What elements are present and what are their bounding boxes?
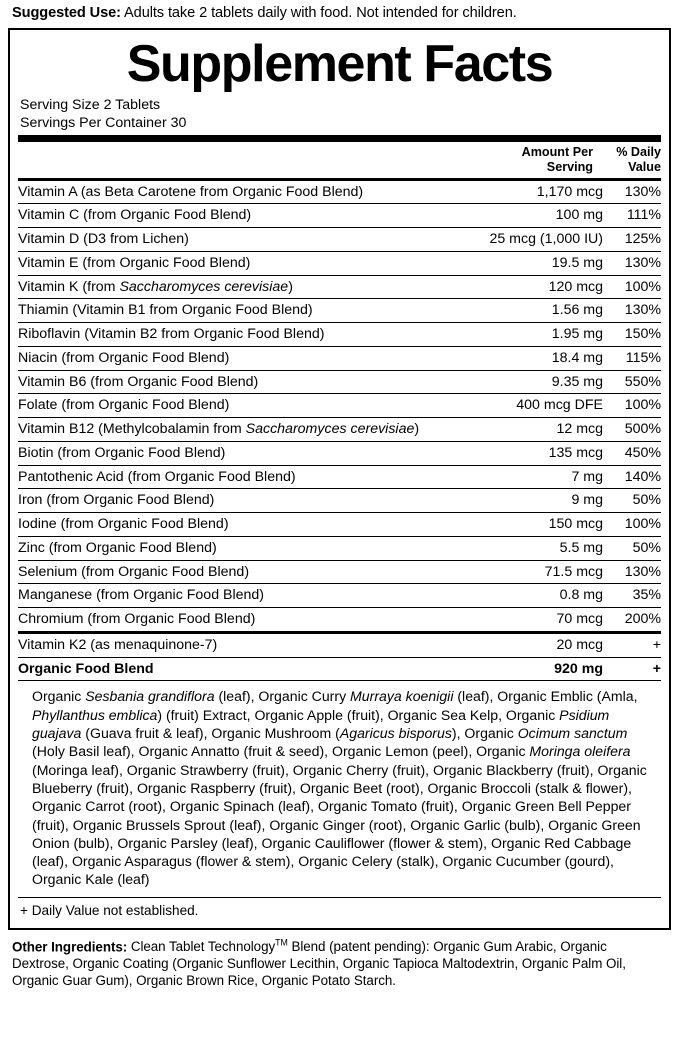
nutrient-name: Thiamin (Vitamin B1 from Organic Food Blend) xyxy=(18,299,474,323)
table-row xyxy=(18,489,661,513)
table-row xyxy=(18,560,661,584)
nutrient-name: Riboflavin (Vitamin B2 from Organic Food Blend) xyxy=(18,323,474,347)
nutrient-amount: 0.8 mg xyxy=(474,584,603,608)
nutrient-daily-value: 130% xyxy=(603,251,661,275)
nutrient-daily-value: 111% xyxy=(603,204,661,228)
nutrient-amount: 7 mg xyxy=(474,465,603,489)
table-row xyxy=(18,657,661,680)
panel-title: Supplement Facts xyxy=(126,35,553,94)
organic-food-blend-ingredients: Organic Sesbania grandiflora (leaf), Organic Curry Murraya koenigii (leaf), Organic Emblic (Amla, Phyllanthus emblica) (fruit) Extract, Organic Apple (fruit), Organic Sea Kelp, Organic Psidium guajava (Guava fruit & leaf), Organic Mushroom (Agaricus bisporus), Organic Ocimum sanctum (Holy Basil leaf), Organic Annatto (fruit & seed), Organic Lemon (peel), Organic Moringa oleifera (Moringa leaf), Organic Strawberry (fruit), Organic Cherry (fruit), Organic Blackberry (fruit), Organic Blueberry (fruit), Organic Raspberry (fruit), Organic Beet (root), Organic Broccoli (stalk & flower), Organic Carrot (root), Organic Spinach (leaf), Organic Tomato (fruit), Organic Green Bell Pepper (fruit), Organic Brussels Sprout (leaf), Organic Ginger (root), Organic Garlic (bulb), Organic Green Onion (bulb), Organic Parsley (leaf), Organic Cauliflower (flower & stem), Organic Red Cabbage (leaf), Organic Asparagus (flower & stem), Organic Celery (stalk), Organic Cucumber (gourd), Organic Kale (leaf) xyxy=(18,680,661,897)
nutrient-daily-value: 50% xyxy=(603,489,661,513)
nutrient-amount: 20 mcg xyxy=(488,634,603,657)
nutrient-amount: 9.35 mg xyxy=(474,370,603,394)
header-amount-per-serving: Amount Per Serving xyxy=(521,144,593,174)
nutrient-daily-value: 150% xyxy=(603,323,661,347)
table-row xyxy=(18,634,661,657)
nutrient-amount: 400 mcg DFE xyxy=(474,394,603,418)
table-row xyxy=(18,299,661,323)
nutrient-name: Iron (from Organic Food Blend) xyxy=(18,489,474,513)
nutrient-rows-primary xyxy=(18,181,661,631)
nutrient-amount: 71.5 mcg xyxy=(474,560,603,584)
table-row xyxy=(18,441,661,465)
nutrient-amount: 70 mcg xyxy=(556,611,603,628)
table-row xyxy=(18,323,661,347)
table-row xyxy=(18,275,661,299)
nutrient-name: Niacin (from Organic Food Blend) xyxy=(18,346,474,370)
other-ingredients-line xyxy=(6,930,673,996)
panel-divider-thick xyxy=(18,135,661,142)
nutrient-name: Vitamin C (from Organic Food Blend) xyxy=(18,204,474,228)
nutrient-table xyxy=(18,142,661,178)
nutrient-daily-value: 130% xyxy=(603,560,661,584)
nutrient-daily-value: 200% xyxy=(624,611,661,628)
other-ingredients-label: Other Ingredients: xyxy=(12,939,128,955)
nutrient-amount: 135 mcg xyxy=(474,441,603,465)
other-ingredients-text: Clean Tablet Technology™ Blend (patent pending): Organic Gum Arabic, Organic Dextrose, Organic Coating (Organic Sunflower Lecithin, Organic Tapioca Maltodextrin, Organic Palm Oil, Organic Guar Gum), Organic Brown Rice, Organic Potato Starch. xyxy=(12,937,626,988)
nutrient-daily-value: 35% xyxy=(603,584,661,608)
nutrient-name: Vitamin D (D3 from Lichen) xyxy=(18,228,474,252)
table-header-row xyxy=(18,142,661,178)
nutrient-name: Folate (from Organic Food Blend) xyxy=(18,394,474,418)
table-row xyxy=(18,204,661,228)
nutrient-amount: 920 mg xyxy=(554,660,603,677)
nutrient-daily-value: 125% xyxy=(603,228,661,252)
nutrient-daily-value: 450% xyxy=(603,441,661,465)
nutrient-rows-primary-body xyxy=(18,181,661,631)
nutrient-name: Vitamin K2 (as menaquinone-7) xyxy=(18,634,488,657)
nutrient-daily-value: 115% xyxy=(603,346,661,370)
daily-value-footnote: + Daily Value not established. xyxy=(20,902,199,918)
nutrient-rows-secondary xyxy=(18,634,661,681)
nutrient-table-body xyxy=(18,142,661,178)
servings-per-container: Servings Per Container 30 xyxy=(20,114,187,131)
nutrient-daily-value: + xyxy=(603,634,661,657)
suggested-use-text: Adults take 2 tablets daily with food. Not intended for children. xyxy=(120,5,517,21)
table-row xyxy=(18,536,661,560)
nutrient-name: Organic Food Blend xyxy=(18,660,154,677)
nutrient-amount: 19.5 mg xyxy=(474,251,603,275)
table-row xyxy=(18,394,661,418)
table-row xyxy=(18,608,661,631)
nutrient-amount: 5.5 mg xyxy=(474,536,603,560)
nutrient-daily-value: 100% xyxy=(603,275,661,299)
nutrient-name: Pantothenic Acid (from Organic Food Blend) xyxy=(18,465,474,489)
nutrient-daily-value: 500% xyxy=(603,418,661,442)
nutrient-amount: 1,170 mcg xyxy=(474,181,603,204)
nutrient-rows-secondary-body xyxy=(18,634,661,681)
nutrient-daily-value: 140% xyxy=(603,465,661,489)
nutrient-name: Vitamin B12 (Methylcobalamin from Saccharomyces cerevisiae) xyxy=(18,418,474,442)
nutrient-daily-value: + xyxy=(652,660,661,677)
table-row xyxy=(18,228,661,252)
nutrient-amount: 25 mcg (1,000 IU) xyxy=(474,228,603,252)
supplement-facts-panel xyxy=(8,28,671,930)
table-row xyxy=(18,418,661,442)
suggested-use-label: Suggested Use: xyxy=(12,5,121,21)
nutrient-amount: 1.56 mg xyxy=(474,299,603,323)
nutrient-name: Biotin (from Organic Food Blend) xyxy=(18,441,474,465)
table-row xyxy=(18,346,661,370)
table-row xyxy=(18,370,661,394)
serving-size: Serving Size 2 Tablets xyxy=(20,97,161,114)
nutrient-name: Selenium (from Organic Food Blend) xyxy=(18,560,474,584)
nutrient-daily-value: 100% xyxy=(603,513,661,537)
nutrient-amount: 120 mcg xyxy=(474,275,603,299)
nutrient-name: Vitamin K (from Saccharomyces cerevisiae) xyxy=(18,275,474,299)
nutrient-daily-value: 130% xyxy=(603,299,661,323)
table-row xyxy=(18,181,661,204)
nutrient-name: Zinc (from Organic Food Blend) xyxy=(18,536,474,560)
table-row xyxy=(18,465,661,489)
nutrient-daily-value: 50% xyxy=(603,536,661,560)
nutrient-name: Vitamin B6 (from Organic Food Blend) xyxy=(18,370,474,394)
nutrient-amount: 1.95 mg xyxy=(474,323,603,347)
table-row xyxy=(18,584,661,608)
nutrient-daily-value: 130% xyxy=(603,181,661,204)
serving-info xyxy=(18,97,661,132)
table-row xyxy=(18,513,661,537)
table-row xyxy=(18,251,661,275)
suggested-use-line xyxy=(6,0,673,28)
header-daily-value: % Daily Value xyxy=(616,144,661,174)
nutrient-name: Chromium (from Organic Food Blend) xyxy=(18,611,256,628)
nutrient-amount: 18.4 mg xyxy=(474,346,603,370)
nutrient-name: Vitamin E (from Organic Food Blend) xyxy=(18,251,474,275)
nutrient-amount: 12 mcg xyxy=(474,418,603,442)
nutrient-name: Iodine (from Organic Food Blend) xyxy=(18,513,474,537)
nutrient-name: Manganese (from Organic Food Blend) xyxy=(18,584,474,608)
nutrient-daily-value: 100% xyxy=(603,394,661,418)
nutrient-amount: 150 mcg xyxy=(474,513,603,537)
nutrient-amount: 100 mg xyxy=(474,204,603,228)
nutrient-daily-value: 550% xyxy=(603,370,661,394)
nutrient-name: Vitamin A (as Beta Carotene from Organic Food Blend) xyxy=(18,181,474,204)
nutrient-amount: 9 mg xyxy=(474,489,603,513)
